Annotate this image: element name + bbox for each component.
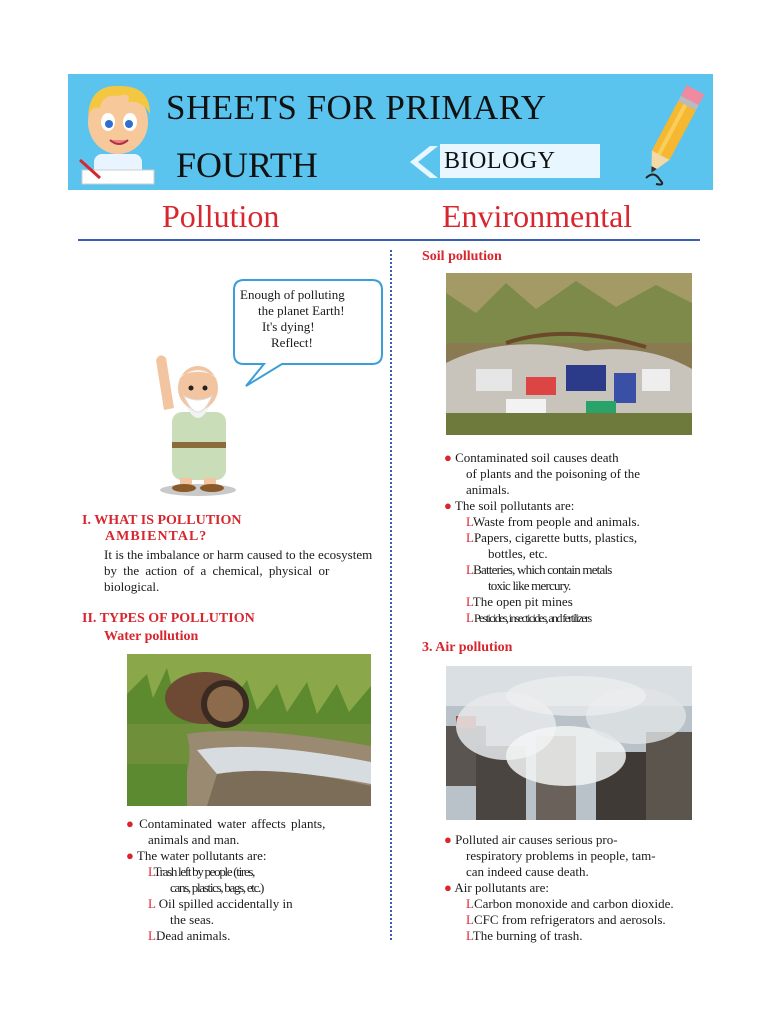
section1-heading: I. WHAT IS POLLUTION [82, 513, 242, 528]
bullet-item [126, 816, 386, 832]
list-marker: L [148, 896, 156, 911]
bullet-text: Contaminated soil causes death [455, 450, 619, 465]
soil-pollution-heading: Soil pollution [422, 249, 502, 264]
list-text: Batteries, which contain metals [473, 562, 612, 577]
list-item [444, 928, 704, 944]
bullet-text: The water pollutants are: [136, 848, 267, 863]
bullet-item [444, 832, 704, 848]
list-item [444, 912, 704, 928]
banner-title-line1: SHEETS FOR PRIMARY [166, 88, 547, 127]
title-underline [78, 239, 700, 241]
bullet-marker: ● [126, 848, 134, 863]
list-item [126, 864, 386, 880]
bullet-text: of plants and the poisoning of the [466, 466, 641, 481]
list-marker: L [466, 610, 474, 625]
bullet-marker: ● [444, 498, 452, 513]
list-text: Papers, cigarette butts, plastics, [473, 530, 638, 545]
bubble-line: the planet Earth! [258, 303, 345, 318]
banner-title-line2: FOURTH [176, 145, 318, 185]
list-item [444, 610, 694, 626]
list-text: Pesticides, insecticides, and fertilizers [473, 611, 591, 625]
bullet-marker: ● [126, 816, 134, 831]
list-text: Carbon monoxide and carbon dioxide. [473, 896, 674, 911]
list-item [126, 896, 386, 912]
list-marker: L [466, 594, 473, 609]
list-item [126, 928, 386, 944]
list-text: The open pit mines [472, 594, 573, 609]
list-item [444, 896, 704, 912]
list-text: Dead animals. [155, 928, 231, 943]
bullet-text: can indeed cause death. [466, 864, 589, 879]
soil-pollution-photo [446, 273, 692, 435]
list-marker: L [466, 530, 474, 545]
section1-heading-line2: AMBIENTAL? [105, 529, 208, 544]
bullet-text: animals. [466, 482, 510, 497]
air-bullets [444, 832, 704, 944]
list-text: the seas. [170, 912, 215, 927]
list-text: cans, plastics, bags, etc.) [170, 880, 264, 895]
chevron-left-icon [408, 144, 442, 180]
bullet-item [444, 498, 694, 514]
student-boy-illustration [72, 78, 164, 188]
bullet-item [444, 450, 694, 466]
list-text: Trash left by people (tires, [153, 864, 255, 879]
page-title-left: Pollution [162, 198, 280, 234]
bullet-text: The soil pollutants are: [454, 498, 575, 513]
list-marker: L [466, 562, 474, 577]
water-bullets [126, 816, 386, 944]
header-banner [68, 74, 713, 190]
bullet-text: Contaminated water affects plants, [139, 816, 326, 831]
text-line: It is the imbalance or harm caused to the ecosystem [104, 547, 373, 562]
bullet-marker: ● [444, 450, 452, 465]
bullet-text: animals and man. [148, 832, 240, 847]
list-marker: L [148, 928, 156, 943]
air-pollution-heading: 3. Air pollution [422, 640, 513, 655]
list-item [444, 562, 694, 578]
bullet-text: Air pollutants are: [454, 880, 549, 895]
list-text: Oil spilled accidentally in [158, 896, 293, 911]
list-marker: L [466, 514, 473, 529]
bullet-item [126, 848, 386, 864]
list-item [444, 514, 694, 530]
bullet-marker: ● [444, 832, 452, 847]
list-text: bottles, etc. [488, 546, 548, 561]
water-pollution-photo [127, 654, 371, 806]
column-divider [390, 250, 392, 940]
list-text: Waste from people and animals. [472, 514, 640, 529]
bubble-line: Enough of polluting [240, 287, 345, 302]
old-man-illustration [150, 350, 246, 498]
list-marker: L [148, 864, 154, 879]
soil-bullets [444, 450, 694, 626]
text-line: by the action of a chemical, physical or [104, 563, 330, 578]
list-marker: L [466, 928, 473, 943]
page-title-right: Environmental [442, 198, 633, 234]
bullet-text: respiratory problems in people, tam- [466, 848, 656, 863]
list-marker: L [466, 896, 474, 911]
speech-bubble-text [240, 287, 380, 351]
subject-label: BIOLOGY [444, 148, 556, 174]
bullet-marker: ● [444, 880, 452, 895]
list-text: The burning of trash. [472, 928, 583, 943]
pencil-icon [634, 80, 710, 188]
text-line: biological. [104, 579, 160, 594]
list-text: toxic like mercury. [488, 578, 571, 593]
bullet-text: Polluted air causes serious pro- [455, 832, 618, 847]
section2-heading: II. TYPES OF POLLUTION [82, 611, 255, 626]
bubble-line: Reflect! [271, 335, 313, 350]
list-marker: L [466, 912, 474, 927]
water-pollution-heading: Water pollution [104, 629, 199, 644]
bullet-item [444, 880, 704, 896]
air-pollution-photo [446, 666, 692, 820]
list-item [444, 530, 694, 546]
section1-text [104, 547, 394, 595]
list-text: CFC from refrigerators and aerosols. [473, 912, 666, 927]
list-item [444, 594, 694, 610]
bubble-line: It's dying! [262, 319, 315, 334]
